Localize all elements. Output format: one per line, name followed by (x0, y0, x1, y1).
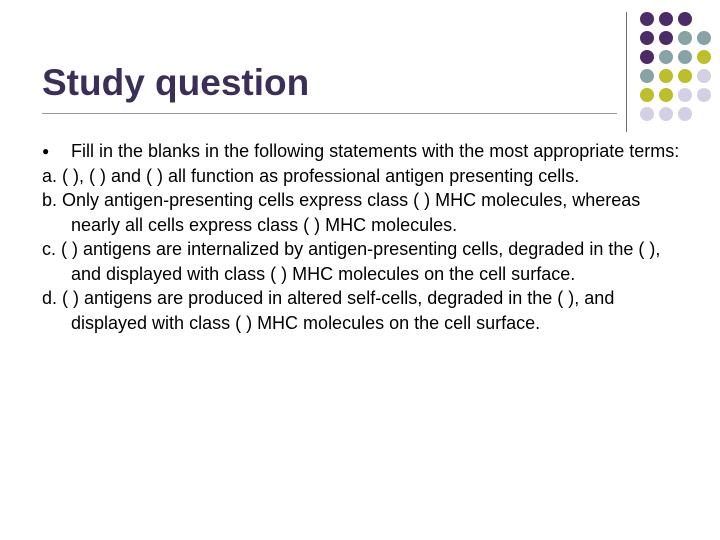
decorative-dot (678, 69, 692, 83)
decorative-dot (659, 107, 673, 121)
slide-title: Study question (42, 62, 310, 103)
title-underline (42, 113, 617, 114)
decorative-dot (697, 69, 711, 83)
decorative-dot (697, 31, 711, 45)
bullet-icon: ● (42, 144, 50, 158)
decorative-dot (659, 69, 673, 83)
question-item-a: a. ( ), ( ) and ( ) all function as professional antigen presenting cells. (42, 165, 580, 186)
decorative-dot (678, 107, 692, 121)
decorative-dot (640, 31, 654, 45)
intro-paragraph (42, 139, 682, 164)
decorative-dot (640, 12, 654, 26)
question-body (42, 139, 682, 335)
decorative-dot (678, 31, 692, 45)
decorative-dot (659, 12, 673, 26)
decorative-dot (678, 50, 692, 64)
decorative-dot (678, 12, 692, 26)
decorative-dot (659, 50, 673, 64)
decorative-dot (678, 88, 692, 102)
decorative-dot (640, 50, 654, 64)
question-item-c: c. ( ) antigens are internalized by antigen-presenting cells, degraded in the ( ), and displayed with class ( ) MHC molecules on the cell surface. (42, 239, 661, 284)
decorative-dot (640, 88, 654, 102)
decorative-dot (659, 31, 673, 45)
question-item-b: b. Only antigen-presenting cells express class ( ) MHC molecules, whereas nearly all cells express class ( ) MHC molecules. (42, 190, 641, 235)
decorative-dot (640, 107, 654, 121)
decorative-dot (697, 50, 711, 64)
decorative-dot (659, 88, 673, 102)
intro-text: Fill in the blanks in the following statements with the most appropriate terms: (71, 141, 680, 161)
decorative-dot (697, 88, 711, 102)
decorative-dot (640, 69, 654, 83)
question-item-d: d. ( ) antigens are produced in altered self-cells, degraded in the ( ), and displayed with class ( ) MHC molecules on the cell surface. (42, 288, 615, 333)
vertical-rule (626, 12, 627, 132)
